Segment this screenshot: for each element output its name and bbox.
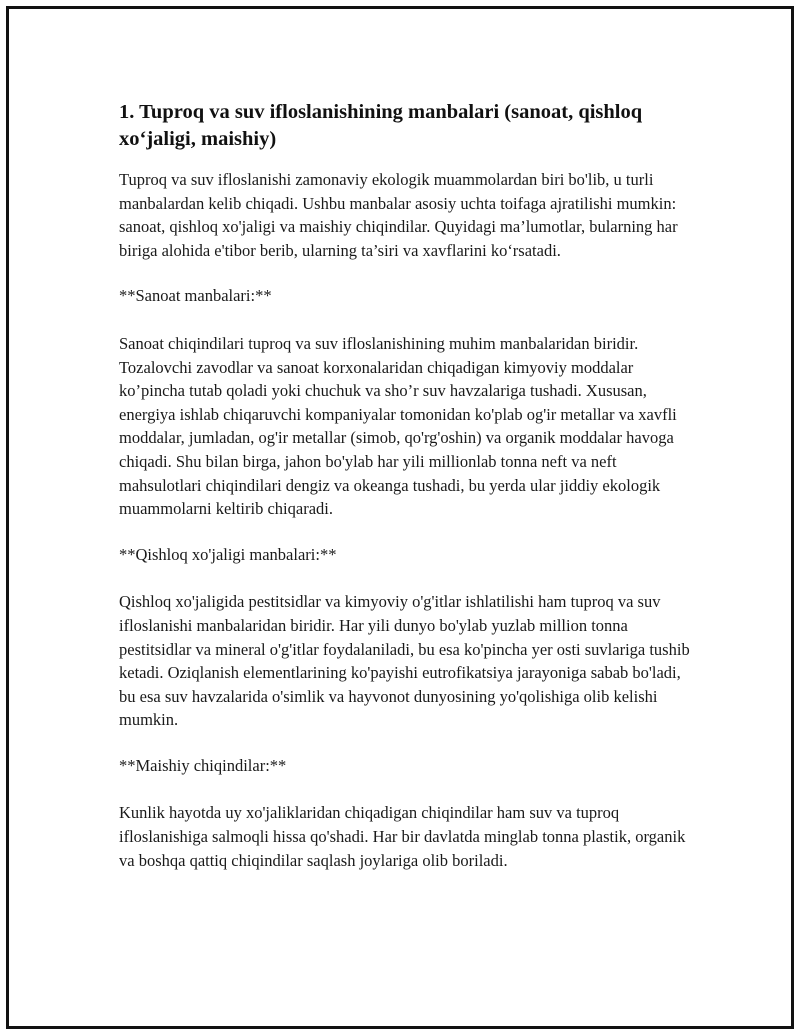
subheading-industry: **Sanoat manbalari:** bbox=[119, 286, 272, 306]
document-content bbox=[119, 99, 699, 894]
agriculture-paragraph: Qishloq xo'jaligida pestitsidlar va kimyoviy o'g'itlar ishlatilishi ham tuproq va suv ifloslanishi manbalaridan biridir. Har yili dunyo bo'ylab yuzlab million tonna pestitsidlar va mineral o'g'itlar foydalaniladi, bu esa ko'pincha yer osti suvlariga tushib ketadi. Oziqlanish elementlarining ko'payishi eutrofikatsiya jarayoniga sabab bo'ladi, bu esa suv havzalarida o'simlik va hayvonot dunyosining yo'qolishiga olib kelishi mumkin. bbox=[119, 592, 690, 730]
subheading-agriculture: **Qishloq xo'jaligi manbalari:** bbox=[119, 544, 337, 564]
household-paragraph: Kunlik hayotda uy xo'jaliklaridan chiqadigan chiqindilar ham suv va tuproq ifloslanishiga salmoqli hissa qo'shadi. Har bir davlatda minglab tonna plastik, organik va boshqa qattiq chiqindilar saqlash joylariga olib boriladi. bbox=[119, 803, 686, 870]
document-page bbox=[6, 6, 794, 1029]
industry-paragraph: Sanoat chiqindilari tuproq va suv ifloslanishining muhim manbalaridan biridir. Tozalovchi zavodlar va sanoat korxonalaridan chiqadigan kimyoviy moddalar ko’pincha tutab qoladi yoki chuchuk va sho’r suv havzalariga tushadi. Xususan, energiya ishlab chiqaruvchi kompaniyalar tomonidan ko'plab og'ir metallar va xavfli moddalar, jumladan, og'ir metallar (simob, qo'rg'oshin) va organik moddalar havoga chiqadi. Shu bilan birga, jahon bo'ylab har yili millionlab tonna neft va neft mahsulotlari chiqindilari dengiz va okeanga tushadi, bu yerda ular jiddiy ekologik muammolarni keltirib chiqaradi. bbox=[119, 333, 677, 519]
subheading-household: **Maishiy chiqindilar:** bbox=[119, 755, 287, 775]
section-title: 1. Tuproq va suv ifloslanishining manbalari (sanoat, qishloq xo‘jaligi, maishiy) bbox=[119, 101, 643, 150]
intro-paragraph: Tuproq va suv ifloslanishi zamonaviy ekologik muammolardan biri bo'lib, u turli manbalardan kelib chiqadi. Ushbu manbalar asosiy uchta toifaga ajratilishi mumkin: sanoat, qishloq xo'jaligi va maishiy chiqindilar. Quyidagi ma’lumotlar, bularning har biriga alohida e'tibor berib, ularning ta’siri va xavflarini ko‘rsatadi. bbox=[119, 170, 678, 260]
